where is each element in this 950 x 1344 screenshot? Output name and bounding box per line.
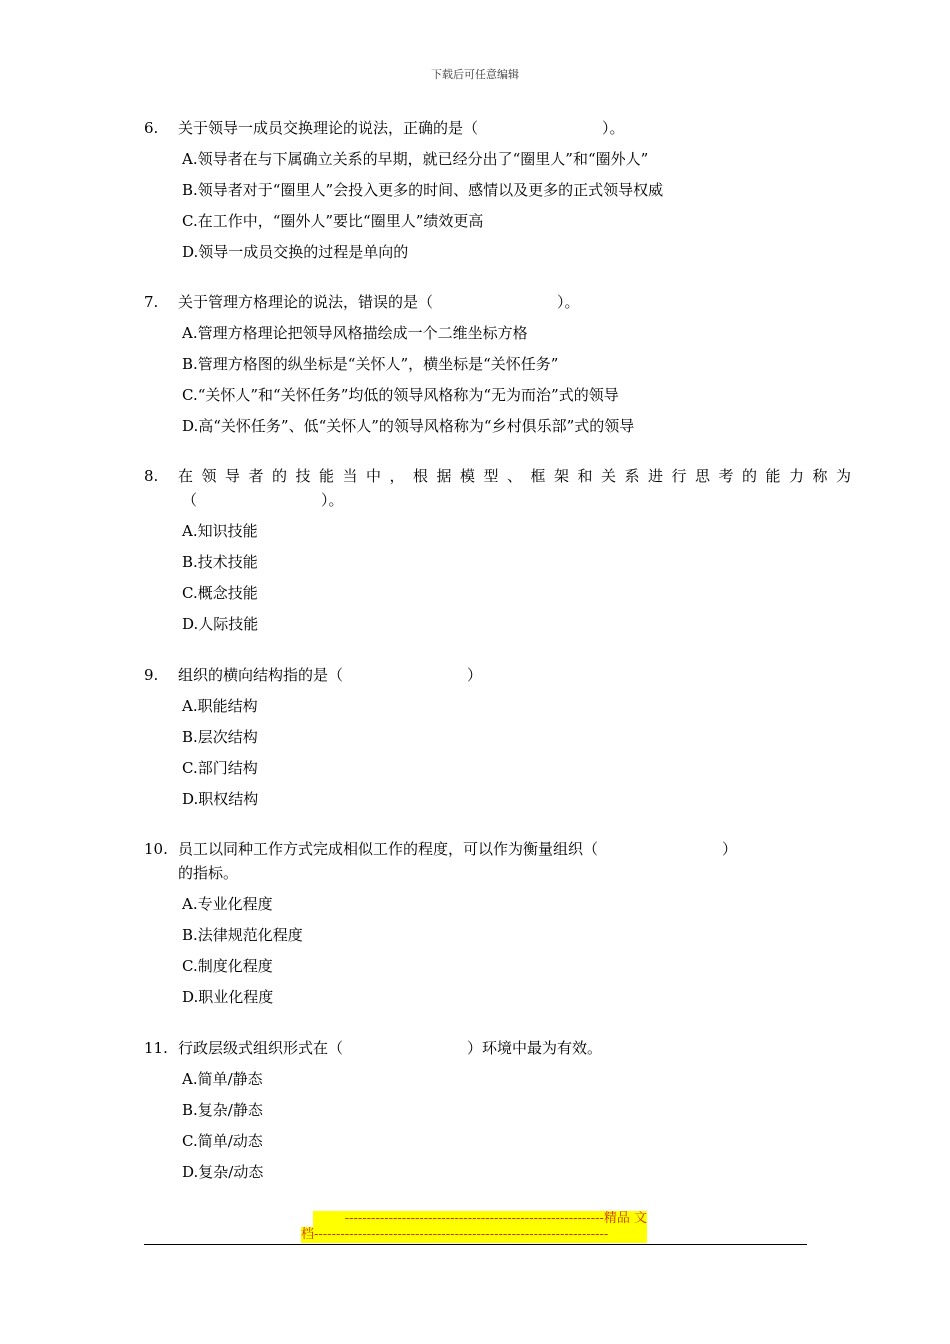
footer-line-1: -----------------------------------------------------------精品 文 bbox=[313, 1211, 647, 1227]
question-close: ）。 bbox=[557, 293, 580, 311]
footer-divider bbox=[144, 1244, 807, 1245]
question-9 bbox=[144, 663, 808, 811]
question-6 bbox=[144, 116, 808, 264]
question-stem: 在领导者的技能当中，根据模型、框架和关系进行思考的能力称为 bbox=[178, 467, 860, 485]
question-number: 6. bbox=[144, 119, 159, 137]
option-c: C.概念技能 bbox=[182, 584, 258, 602]
option-c: C.“关怀人”和“关怀任务”均低的领导风格称为“无为而治”式的领导 bbox=[182, 386, 619, 404]
option-d: D.复杂/动态 bbox=[182, 1163, 264, 1181]
footer-watermark bbox=[301, 1211, 647, 1243]
question-10 bbox=[144, 837, 808, 1009]
option-d: D.领导一成员交换的过程是单向的 bbox=[182, 243, 409, 261]
question-number: 10. bbox=[144, 840, 168, 858]
option-b: B.技术技能 bbox=[182, 553, 258, 571]
option-a: A.专业化程度 bbox=[182, 895, 273, 913]
option-d: D.职业化程度 bbox=[182, 988, 274, 1006]
option-a: A.简单/静态 bbox=[182, 1070, 263, 1088]
question-close: ） bbox=[467, 666, 483, 684]
option-b: B.领导者对于“圈里人”会投入更多的时间、感情以及更多的正式领导权威 bbox=[182, 181, 664, 199]
question-stem: 关于管理方格理论的说法，错误的是（ bbox=[178, 293, 434, 311]
question-close: ）。 bbox=[602, 119, 625, 137]
question-stem-continued: 的指标。 bbox=[178, 864, 239, 882]
option-d: D.高“关怀任务”、低“关怀人”的领导风格称为“乡村俱乐部”式的领导 bbox=[182, 417, 635, 435]
page-header: 下载后可任意编辑 bbox=[431, 68, 519, 81]
question-number: 11. bbox=[144, 1039, 168, 1057]
question-number: 9. bbox=[144, 666, 159, 684]
question-close: ）。 bbox=[321, 491, 344, 509]
question-number: 7. bbox=[144, 293, 159, 311]
question-stem: 员工以同种工作方式完成相似工作的程度，可以作为衡量组织（ bbox=[178, 840, 599, 858]
question-stem: 组织的横向结构指的是（ bbox=[178, 666, 344, 684]
option-c: C.部门结构 bbox=[182, 759, 258, 777]
footer-line-2: 档------------------------------------------------------------------- bbox=[301, 1227, 647, 1243]
question-11 bbox=[144, 1036, 808, 1184]
option-b: B.管理方格图的纵坐标是“关怀人”，横坐标是“关怀任务” bbox=[182, 355, 559, 373]
question-8 bbox=[144, 464, 860, 636]
option-a: A.领导者在与下属确立关系的早期，就已经分出了“圈里人”和“圈外人” bbox=[182, 150, 649, 168]
option-c: C.在工作中，“圈外人”要比“圈里人”绩效更高 bbox=[182, 212, 484, 230]
question-stem: 关于领导一成员交换理论的说法，正确的是（ bbox=[178, 119, 479, 137]
option-b: B.层次结构 bbox=[182, 728, 258, 746]
question-7 bbox=[144, 290, 808, 438]
option-b: B.法律规范化程度 bbox=[182, 926, 303, 944]
option-d: D.人际技能 bbox=[182, 615, 259, 633]
option-b: B.复杂/静态 bbox=[182, 1101, 263, 1119]
question-number: 8. bbox=[144, 467, 159, 485]
question-open: （ bbox=[182, 491, 198, 509]
option-c: C.制度化程度 bbox=[182, 957, 273, 975]
option-d: D.职权结构 bbox=[182, 790, 259, 808]
question-stem: 行政层级式组织形式在（ bbox=[178, 1039, 344, 1057]
option-a: A.知识技能 bbox=[182, 522, 258, 540]
question-close: ） bbox=[722, 840, 738, 858]
option-c: C.简单/动态 bbox=[182, 1132, 263, 1150]
option-a: A.管理方格理论把领导风格描绘成一个二维坐标方格 bbox=[182, 324, 528, 342]
option-a: A.职能结构 bbox=[182, 697, 258, 715]
question-close: ）环境中最为有效。 bbox=[467, 1039, 603, 1057]
